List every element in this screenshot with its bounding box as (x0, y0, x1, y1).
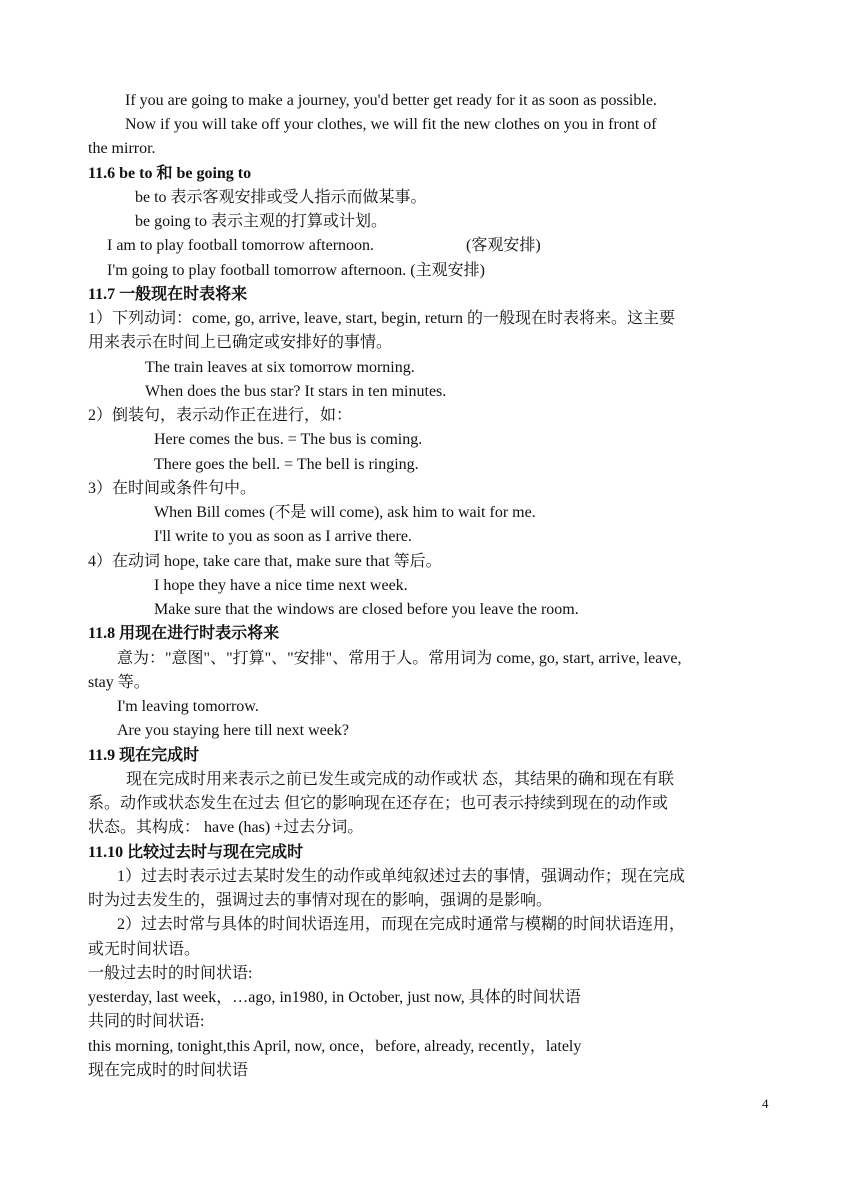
text-line: 现在完成时用来表示之前已发生或完成的动作或状 态，其结果的确和现在有联 (126, 771, 675, 788)
text-line: When Bill comes (不是 will come), ask him to wait for me. (154, 504, 536, 521)
text-line: 现在完成时的时间状语 (88, 1062, 249, 1079)
text-line: Make sure that the windows are closed before you leave the room. (154, 601, 579, 618)
text-line: Are you staying here till next week? (117, 722, 349, 739)
text-line: stay 等。 (88, 674, 150, 691)
section-heading: 11.6 be to 和 be going to (88, 165, 252, 182)
text-line: Now if you will take off your clothes, we will fit the new clothes on you in front of (125, 116, 657, 133)
text-line: 意为："意图"、"打算"、"安排"、常用于人。常用词为 come, go, start, arrive, leave, (117, 650, 682, 667)
text-line: 共同的时间状语: (88, 1013, 205, 1030)
text-line: I am to play football tomorrow afternoon. (107, 237, 375, 254)
text-line: I'll write to you as soon as I arrive there. (154, 528, 412, 545)
text-line: 时为过去发生的，强调过去的事情对现在的影响，强调的是影响。 (88, 892, 553, 909)
section-heading: 11.9 现在完成时 (88, 747, 200, 764)
text-line: (客观安排) (466, 237, 541, 254)
text-line: 一般过去时的时间状语: (88, 965, 253, 982)
text-line: If you are going to make a journey, you'd better get ready for it as soon as possible. (125, 92, 657, 109)
text-line: the mirror. (88, 140, 156, 157)
text-line: The train leaves at six tomorrow morning. (145, 359, 415, 376)
text-line: be going to 表示主观的打算或计划。 (135, 213, 387, 230)
text-line: 1）下列动词：come, go, arrive, leave, start, begin, return 的一般现在时表将来。这主要 (88, 310, 676, 327)
page-number: 4 (762, 1096, 769, 1111)
section-heading: 11.7 一般现在时表将来 (88, 286, 248, 303)
section-heading: 11.8 用现在进行时表示将来 (88, 625, 280, 642)
text-line: Here comes the bus. = The bus is coming. (154, 431, 423, 448)
text-line: this morning, tonight,this April, now, once，before, already, recently，lately (88, 1038, 582, 1055)
text-line: 系。动作或状态发生在过去 但它的影响现在还存在；也可表示持续到现在的动作或 (88, 795, 669, 812)
section-heading: 11.10 比较过去时与现在完成时 (88, 844, 304, 861)
text-line: 状态。其构成： have (has) +过去分词。 (88, 819, 364, 836)
text-line: yesterday, last week，…ago, in1980, in October, just now, 具体的时间状语 (88, 989, 581, 1006)
text-line: 或无时间状语。 (88, 941, 201, 958)
text-line: 用来表示在时间上已确定或安排好的事情。 (88, 334, 393, 351)
text-line: I'm leaving tomorrow. (117, 698, 259, 715)
text-line: There goes the bell. = The bell is ringing. (154, 456, 419, 473)
text-line: 2）过去时常与具体的时间状语连用，而现在完成时通常与模糊的时间状语连用， (117, 916, 686, 933)
text-line: I'm going to play football tomorrow afternoon. (主观安排) (107, 262, 485, 279)
text-line: 2）倒装句，表示动作正在进行，如： (88, 407, 353, 424)
text-line: 4）在动词 hope, take care that, make sure that 等后。 (88, 553, 442, 570)
text-line: When does the bus star? It stars in ten minutes. (145, 383, 447, 400)
text-line: be to 表示客观安排或受人指示而做某事。 (135, 189, 427, 206)
text-line: I hope they have a nice time next week. (154, 577, 408, 594)
text-line: 3）在时间或条件句中。 (88, 480, 257, 497)
text-line: 1）过去时表示过去某时发生的动作或单纯叙述过去的事情，强调动作；现在完成 (117, 868, 686, 885)
